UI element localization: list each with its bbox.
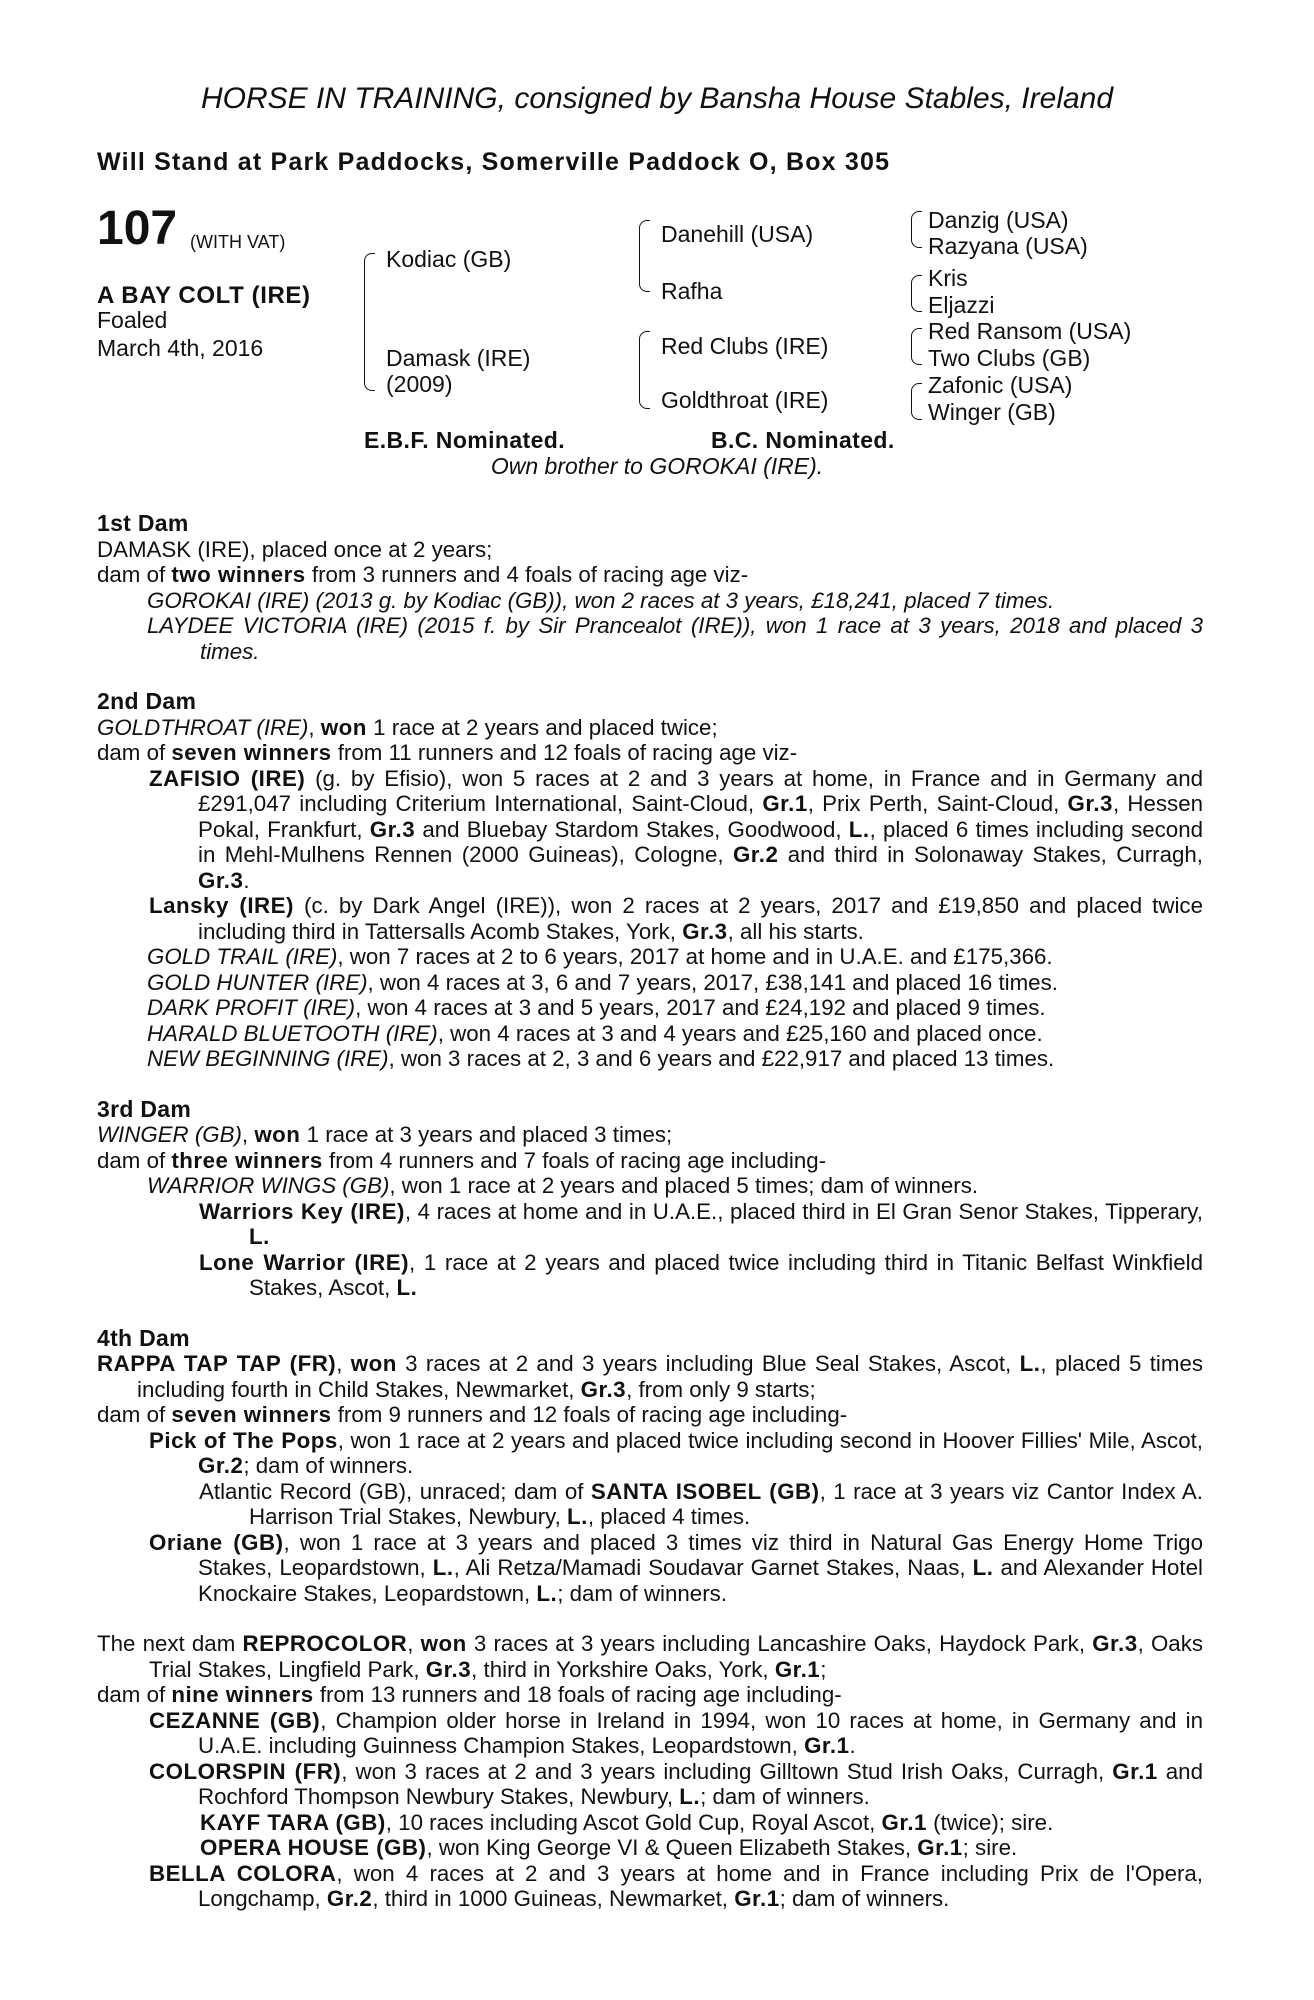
grandproduce-entry: KAYF TARA (GB), 10 races including Ascot Gold Cup, Royal Ascot, Gr.1 (twice); sire.: [200, 1809, 1054, 1835]
produce-entry: Lansky (IRE) (c. by Dark Angel (IRE)), won 2 races at 2 years, 2017 and £19,850 and placed twice including third in Tattersalls Acomb Stakes, York, Gr.3, all his starts.: [149, 893, 1203, 944]
foaled-info: [97, 306, 263, 362]
dam-produce-summary: dam of nine winners from 13 runners and 18 foals of racing age including-: [97, 1682, 842, 1707]
own-brother-note: Own brother to GOROKAI (IRE).: [490, 453, 824, 479]
pedigree-g4: Eljazzi: [928, 292, 995, 318]
pedigree-brace: [639, 220, 650, 292]
pedigree-dam: Damask (IRE): [386, 345, 531, 371]
produce-entry: DARK PROFIT (IRE), won 4 races at 3 and 5 years, 2017 and £24,192 and placed 9 times.: [147, 995, 1046, 1020]
pedigree-g8: Winger (GB): [928, 399, 1056, 425]
third-dam-section: [97, 1097, 1203, 1301]
stand-location: Will Stand at Park Paddocks, Somerville Paddock O, Box 305: [97, 148, 891, 176]
family-details: [97, 511, 1203, 1912]
pedigree-dam-sire: Red Clubs (IRE): [661, 333, 829, 359]
bc-nominated: B.C. Nominated.: [711, 427, 895, 453]
lot-number: 107: [97, 202, 178, 255]
pedigree-brace: [911, 383, 922, 420]
pedigree-brace: [911, 275, 922, 312]
grandproduce-entry: Warriors Key (IRE), 4 races at home and in U.A.E., placed third in El Gran Senor Stakes, Tipperary, L.: [199, 1198, 1203, 1249]
produce-entry: Atlantic Record (GB), unraced; dam of SANTA ISOBEL (GB), 1 race at 3 years viz Cantor Index A. Harrison Trial Stakes, Newbury, L., placed 4 times.: [199, 1478, 1203, 1529]
section-heading: 1st Dam: [97, 510, 189, 536]
dam-line: RAPPA TAP TAP (FR), won 3 races at 2 and 3 years including Blue Seal Stakes, Ascot, L., placed 5 times including fourth in Child Stakes, Newmarket, Gr.3, from only 9 starts;: [97, 1351, 1203, 1402]
dam-line: WINGER (GB), won 1 race at 3 years and placed 3 times;: [97, 1122, 673, 1147]
produce-entry: LAYDEE VICTORIA (IRE) (2015 f. by Sir Prancealot (IRE)), won 1 race at 3 years, 2018 and placed 3 times.: [147, 613, 1203, 664]
produce-entry: GOLD TRAIL (IRE), won 7 races at 2 to 6 years, 2017 at home and in U.A.E. and £175,366.: [147, 944, 1053, 969]
produce-entry: Pick of The Pops, won 1 race at 2 years and placed twice including second in Hoover Fillies' Mile, Ascot, Gr.2; dam of winners.: [149, 1427, 1203, 1478]
section-heading: 2nd Dam: [97, 688, 197, 714]
dam-produce-summary: dam of two winners from 3 runners and 4 foals of racing age viz-: [97, 562, 749, 587]
produce-entry: GOLD HUNTER (IRE), won 4 races at 3, 6 and 7 years, 2017, £38,141 and placed 16 times.: [147, 969, 1058, 995]
foaled-label: Foaled: [97, 307, 168, 333]
produce-entry: HARALD BLUETOOTH (IRE), won 4 races at 3 and 4 years and £25,160 and placed once.: [147, 1020, 1043, 1046]
dam-produce-summary: dam of three winners from 4 runners and 7 foals of racing age including-: [97, 1147, 827, 1173]
pedigree-brace: [911, 328, 922, 365]
dam-produce-summary: dam of seven winners from 9 runners and 12 foals of racing age including-: [97, 1402, 848, 1427]
dam-line: GOLDTHROAT (IRE), won 1 race at 2 years and placed twice;: [97, 714, 718, 740]
pedigree-g1: Danzig (USA): [928, 207, 1069, 233]
dam-line: The next dam REPROCOLOR, won 3 races at 3 years including Lancashire Oaks, Haydock Park, Gr.3, Oaks Trial Stakes, Lingfield Park, Gr.3, third in Yorkshire Oaks, York, Gr.1;: [97, 1631, 1204, 1682]
section-heading: 3rd Dam: [97, 1095, 192, 1122]
second-dam-section: [97, 689, 1203, 1072]
next-dam-section: [97, 1631, 1203, 1912]
dam-line: DAMASK (IRE), placed once at 2 years;: [97, 536, 493, 562]
vat-note: (WITH VAT): [190, 232, 286, 252]
produce-entry: CEZANNE (GB), Champion older horse in Ireland in 1994, won 10 races at home, in Germany and in U.A.E. including Guinness Champion Stakes, Leopardstown, Gr.1.: [149, 1707, 1204, 1758]
section-heading: 4th Dam: [97, 1324, 190, 1351]
pedigree-g3: Kris: [928, 265, 968, 291]
produce-entry: BELLA COLORA, won 4 races at 2 and 3 years at home and in France including Prix de l'Opera, Longchamp, Gr.2, third in 1000 Guineas, Newmarket, Gr.1; dam of winners.: [149, 1860, 1203, 1911]
produce-entry: COLORSPIN (FR), won 3 races at 2 and 3 years including Gilltown Stud Irish Oaks, Curragh, Gr.1 and Rochford Thompson Newbury Stakes, Newbury, L.; dam of winners.: [149, 1758, 1203, 1809]
consignor-heading: HORSE IN TRAINING, consigned by Bansha House Stables, Ireland: [200, 82, 1114, 115]
dam-produce-summary: dam of seven winners from 11 runners and 12 foals of racing age viz-: [97, 740, 798, 765]
pedigree-g6: Two Clubs (GB): [928, 345, 1091, 371]
pedigree-g7: Zafonic (USA): [928, 372, 1073, 398]
pedigree-g5: Red Ransom (USA): [928, 318, 1132, 344]
pedigree-brace: [639, 331, 650, 409]
pedigree-dam-year: (2009): [386, 371, 453, 397]
produce-entry: WARRIOR WINGS (GB), won 1 race at 2 years and placed 5 times; dam of winners.: [147, 1173, 979, 1198]
produce-entry: NEW BEGINNING (IRE), won 3 races at 2, 3 and 6 years and £22,917 and placed 13 times.: [147, 1046, 1055, 1071]
grandproduce-entry: Lone Warrior (IRE), 1 race at 2 years and placed twice including third in Titanic Belfast Winkfield Stakes, Ascot, L.: [199, 1249, 1203, 1300]
pedigree-brace: [364, 253, 375, 391]
pedigree-sire: Kodiac (GB): [386, 246, 512, 272]
pedigree-g2: Razyana (USA): [928, 233, 1088, 259]
fourth-dam-section: [97, 1326, 1203, 1607]
produce-entry: ZAFISIO (IRE) (g. by Efisio), won 5 races at 2 and 3 years at home, in France and in Germany and £291,047 including Criterium International, Saint-Cloud, Gr.1, Prix Perth, Saint-Cloud, Gr.3, Hessen Pokal, Frankfurt, Gr.3 and Bluebay Stardom Stakes, Goodwood, L., placed 6 times including second in Mehl-Mulhens Rennen (2000 Guineas), Cologne, Gr.2 and third in Solonaway Stakes, Curragh, Gr.3.: [149, 765, 1204, 893]
pedigree-sire-dam: Rafha: [661, 278, 723, 304]
pedigree-sire-sire: Danehill (USA): [661, 221, 814, 247]
grandproduce-entry: OPERA HOUSE (GB), won King George VI & Queen Elizabeth Stakes, Gr.1; sire.: [200, 1835, 1018, 1860]
pedigree-brace: [911, 211, 922, 248]
first-dam-section: [97, 511, 1203, 664]
pedigree-dam-dam: Goldthroat (IRE): [661, 387, 829, 413]
ebf-nominated: E.B.F. Nominated.: [364, 427, 566, 453]
produce-entry: GOROKAI (IRE) (2013 g. by Kodiac (GB)), won 2 races at 3 years, £18,241, placed 7 times.: [147, 587, 1055, 613]
produce-entry: Oriane (GB), won 1 race at 3 years and placed 3 times viz third in Natural Gas Energy Home Trigo Stakes, Leopardstown, L., Ali Retza/Mamadi Soudavar Garnet Stakes, Naas, L. and Alexander Hotel Knockaire Stakes, Leopardstown, L.; dam of winners.: [149, 1529, 1203, 1606]
lot-title: A BAY COLT (IRE): [97, 282, 311, 309]
foaled-date: March 4th, 2016: [97, 335, 264, 361]
